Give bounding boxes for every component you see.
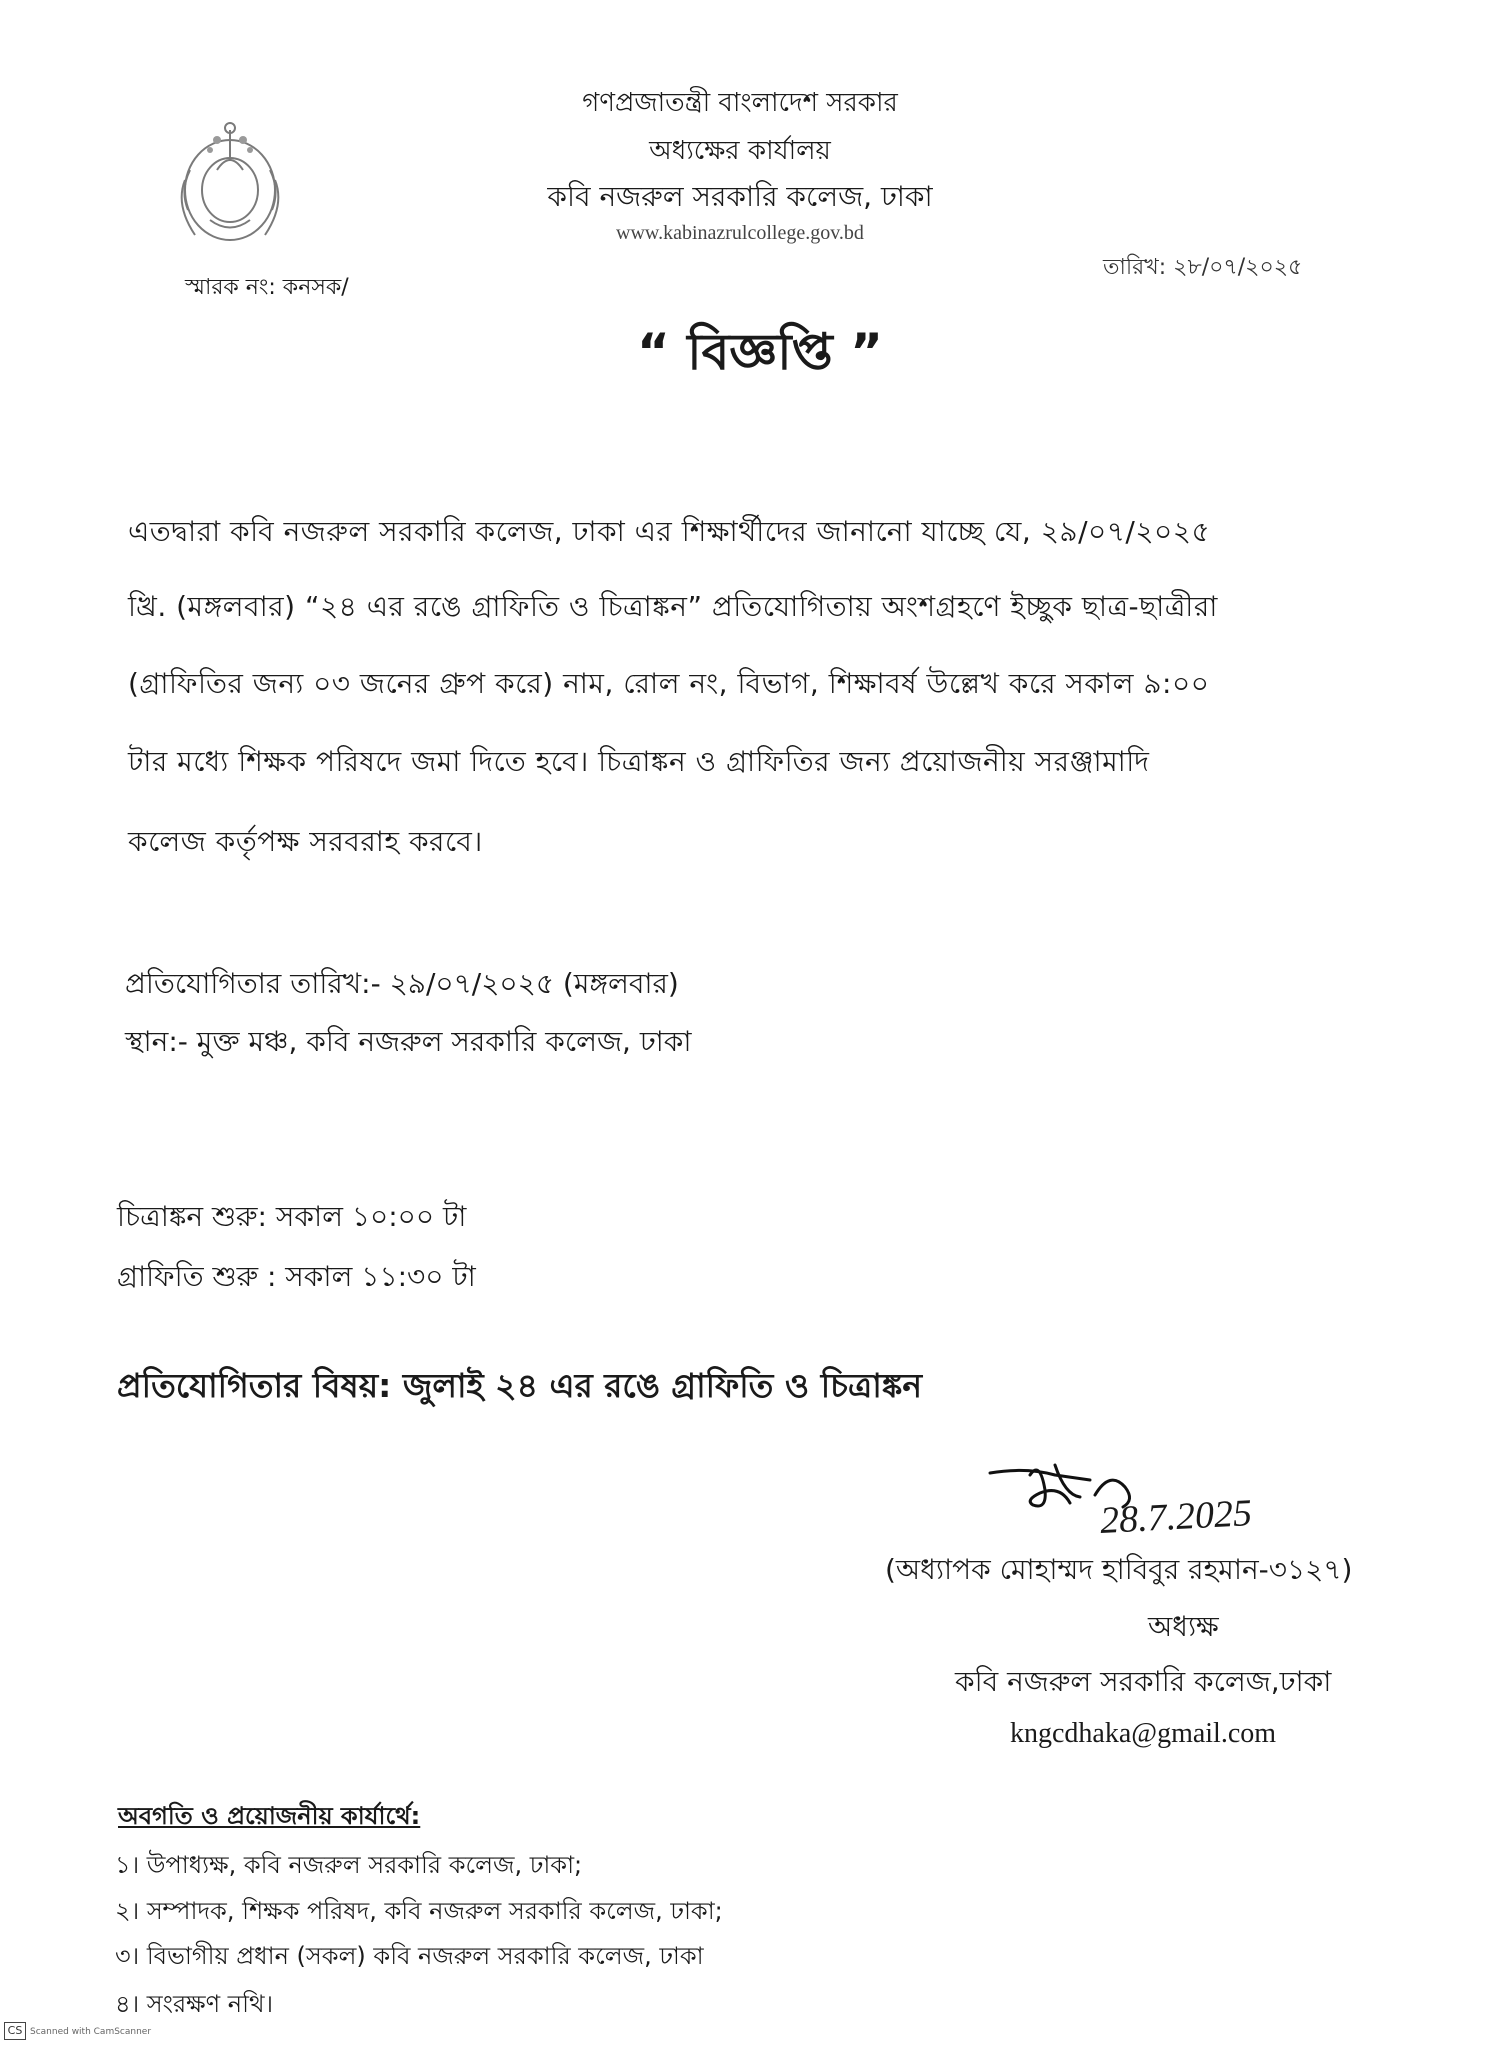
signature-date: 28.7.2025 [1099, 1492, 1253, 1542]
signatory-designation: অধ্যক্ষ [1148, 1610, 1219, 1643]
website-link[interactable]: www.kabinazrulcollege.gov.bd [616, 222, 864, 244]
graffiti-start-time: গ্রাফিতি শুরু : সকাল ১১:৩০ টা [117, 1260, 476, 1293]
camscanner-watermark: Scanned with CamScanner [30, 2027, 152, 2037]
distribution-heading: অবগতি ও প্রয়োজনীয় কার্যার্থে: [118, 1802, 421, 1830]
college-name: কবি নজরুল সরকারি কলেজ, ঢাকা [547, 180, 933, 213]
distribution-item-2: ২। সম্পাদক, শিক্ষক পরিষদ, কবি নজরুল সরকারি কলেজ, ঢাকা; [115, 1897, 723, 1925]
drawing-start-time: চিত্রাঙ্কন শুরু: সকাল ১০:০০ টা [117, 1200, 467, 1233]
signatory-institution: কবি নজরুল সরকারি কলেজ,ঢাকা [955, 1665, 1332, 1698]
memo-number: স্মারক নং: কনসক/ [185, 275, 349, 300]
body-line-2: খ্রি. (মঙ্গলবার) “২৪ এর রঙে গ্রাফিতি ও চিত্রাঙ্কন” প্রতিযোগিতায় অংশগ্রহণে ইচ্ছুক ছাত্র-ছাত্রীরা [128, 590, 1218, 623]
signatory-email[interactable]: kngcdhaka@gmail.com [1010, 1718, 1277, 1749]
issue-date: তারিখ: ২৮/০৭/২০২৫ [1103, 255, 1303, 280]
venue: স্থান:- মুক্ত মঞ্চ, কবি নজরুল সরকারি কলেজ, ঢাকা [125, 1025, 692, 1058]
office-name: অধ্যক্ষের কার্যালয় [649, 136, 831, 166]
camscanner-logo-icon: CS [4, 2022, 26, 2040]
body-line-4: টার মধ্যে শিক্ষক পরিষদে জমা দিতে হবে। চিত্রাঙ্কন ও গ্রাফিতির জন্য প্রয়োজনীয় সরঞ্জামাদি [128, 745, 1150, 778]
distribution-item-3: ৩। বিভাগীয় প্রধান (সকল) কবি নজরুল সরকারি কলেজ, ঢাকা [115, 1942, 704, 1970]
govt-name: গণপ্রজাতন্ত্রী বাংলাদেশ সরকার [582, 88, 898, 118]
government-emblem-icon [155, 110, 305, 260]
body-line-3: (গ্রাফিতির জন্য ০৩ জনের গ্রুপ করে) নাম, রোল নং, বিভাগ, শিক্ষাবর্ষ উল্লেখ করে সকাল ৯:০০ [128, 667, 1210, 700]
body-line-1: এতদ্বারা কবি নজরুল সরকারি কলেজ, ঢাকা এর শিক্ষার্থীদের জানানো যাচ্ছে যে, ২৯/০৭/২০২৫ [128, 515, 1211, 548]
notice-title: “ বিজ্ঞপ্তি ” [637, 323, 883, 381]
body-line-5: কলেজ কর্তৃপক্ষ সরবরাহ করবে। [128, 825, 483, 858]
competition-date: প্রতিযোগিতার তারিখ:- ২৯/০৭/২০২৫ (মঙ্গলবার) [125, 967, 679, 1000]
competition-topic: প্রতিযোগিতার বিষয়: জুলাই ২৪ এর রঙে গ্রাফিতি ও চিত্রাঙ্কন [117, 1366, 923, 1405]
signatory-name: (অধ্যাপক মোহাম্মদ হাবিবুর রহমান-৩১২৭) [885, 1553, 1353, 1586]
distribution-item-4: ৪। সংরক্ষণ নথি। [115, 1990, 274, 2018]
distribution-item-1: ১। উপাধ্যক্ষ, কবি নজরুল সরকারি কলেজ, ঢাকা; [115, 1851, 583, 1879]
